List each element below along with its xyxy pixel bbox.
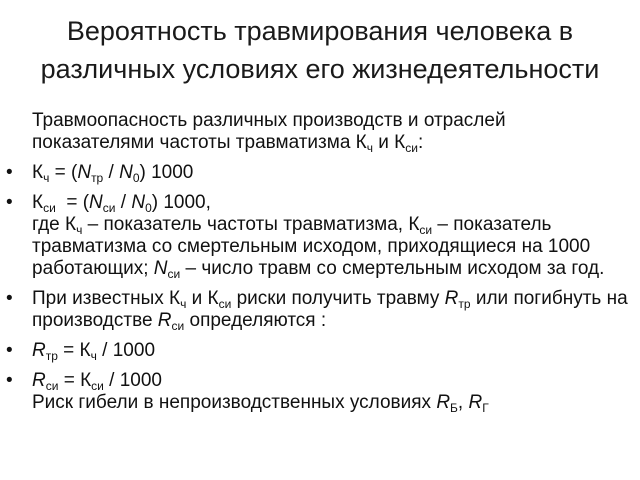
non-production-risk-line: Риск гибели в непроизводственных условиях $R_Б$, $R_Г$	[32, 392, 489, 415]
slide-title	[0, 12, 640, 88]
definitions-paragraph: где $К_ч$ – показатель частоты травматизма, $К_{си}$ – показатель травматизма со смертельным исходом, приходящиеся на 1000 работающих; $N_{си}$ – число травм со смертельным исходом за год.	[32, 214, 605, 281]
slide-body	[32, 110, 632, 422]
formula-kch: • $К_ч = (N_{тр} / N_0)$ 1000	[32, 162, 632, 184]
formula-rtr: • $R_{тр} = К_ч / 1000$	[32, 340, 632, 362]
intro-paragraph: Травмоопасность различных производств и отраслей показателями частоты травматизма $К_ч$ и $К_{си}$:	[32, 110, 506, 155]
risk-intro-paragraph: • При известных $К_ч$ и $К_{си}$ риски получить травму $R_{тр}$ или погибнуть на производстве $R_{си}$ определяются :	[32, 288, 632, 332]
title-line-2: различных условиях его жизнедеятельности	[40, 54, 600, 84]
formula-ksi: • $К_{си} = (N_{си} / N_0)$ 1000,	[32, 192, 632, 214]
title-line-1: Вероятность травмирования человека в	[66, 16, 574, 46]
formula-rsi: • $R_{си} = К_{си} / 1000$	[32, 370, 632, 392]
